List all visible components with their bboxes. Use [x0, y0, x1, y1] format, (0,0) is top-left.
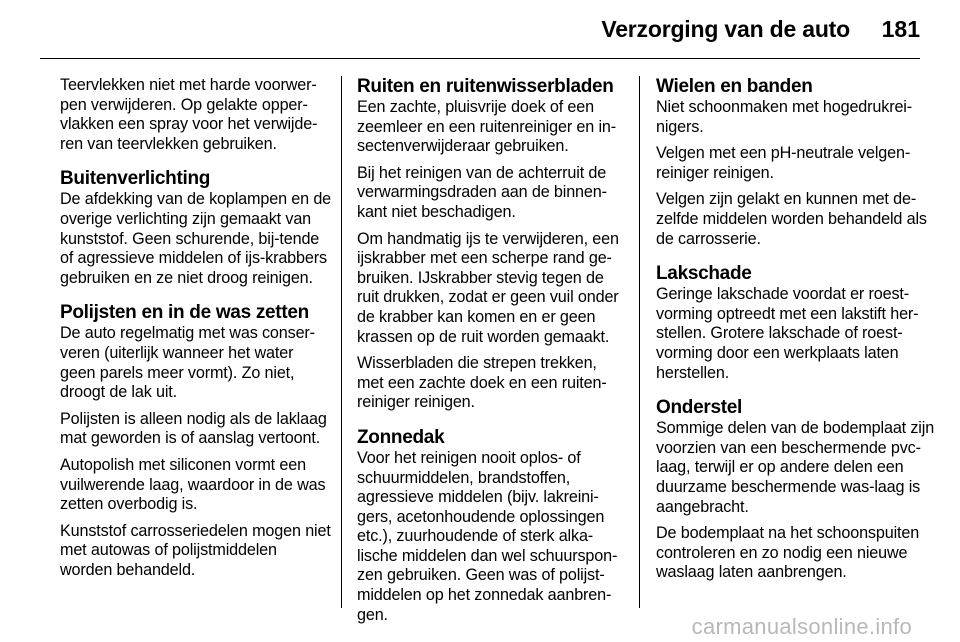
section-polijsten	[60, 302, 332, 580]
paragraph: Wisserbladen die strepen trekken, met een zachte doek en een ruiten-reiniger reinigen.	[357, 354, 607, 412]
section-heading: Lakschade	[656, 263, 752, 285]
watermark: carmanualsonline.info	[691, 614, 912, 639]
section-onderstel	[656, 397, 936, 583]
column-right	[656, 76, 936, 597]
paragraph: Geringe lakschade voordat er roest-vorming optreedt met een lakstift her-stellen. Grotere lakschade of roest-vorming door een werkplaats laten herstellen.	[656, 285, 919, 382]
paragraph: De auto regelmatig met was conser-veren (uiterlijk wanneer het water geen parels meer vormt). Zo niet, droogt de lak uit.	[60, 324, 315, 402]
paragraph: Velgen met een pH-neutrale velgen-reiniger reinigen.	[656, 144, 911, 182]
paragraph: Kunststof carrosseriedelen mogen niet met autowas of polijstmiddelen worden behandeld.	[60, 521, 331, 579]
paragraph: Polijsten is alleen nodig als de laklaag mat geworden is of aanslag vertoont.	[60, 409, 327, 448]
page-header	[0, 0, 960, 60]
section-heading: Zonnedak	[357, 426, 445, 448]
header-divider	[40, 58, 920, 59]
section-heading: Onderstel	[656, 397, 742, 419]
section-heading: Wielen en banden	[656, 76, 813, 97]
column-middle	[357, 76, 627, 639]
paragraph: De afdekking van de koplampen en de overige verlichting zijn gemaakt van kunststof. Geen schurende, bij-tende of agressieve middelen of ijs-krabbers gebruiken en ze niet droog reinigen.	[60, 190, 332, 287]
page-number: 181	[881, 16, 920, 42]
intro-section	[60, 76, 332, 154]
section-lakschade	[656, 263, 936, 383]
paragraph: Niet schoonmaken met hogedrukrei-nigers.	[656, 98, 912, 136]
section-wielen	[656, 76, 936, 249]
intro-paragraph: Teervlekken niet met harde voorwer-pen verwijderen. Op gelakte opper-vlakken een spray voor het verwijde-ren van teervlekken gebruiken.	[60, 76, 318, 153]
paragraph: Voor het reinigen nooit oplos- of schuurmiddelen, brandstoffen, agressieve middelen (bijv. lakreini-gers, acetonhoudende oplossingen etc.), zuurhoudende of sterk alka-lische middelen dan wel schuurspon-zen gebruiken. Geen was of polijst-middelen op het zonnedak aanbren-gen.	[357, 448, 618, 624]
section-heading: Buitenverlichting	[60, 168, 211, 190]
column-divider	[341, 76, 342, 608]
section-buitenverlichting	[60, 168, 332, 288]
page-title: Verzorging van de auto	[601, 16, 850, 42]
paragraph: Bij het reinigen van de achterruit de verwarmingsdraden aan de binnen-kant niet beschadigen.	[357, 163, 607, 221]
paragraph: Autopolish met siliconen vormt een vuilwerende laag, waardoor in de was zetten overbodig is.	[60, 455, 326, 514]
column-left	[60, 76, 332, 594]
section-heading: Polijsten en in de was zetten	[60, 302, 309, 324]
paragraph: Een zachte, pluisvrije doek of een zeemleer en een ruitenreiniger en in-sectenverwijderaar gebruiken.	[357, 98, 616, 156]
section-heading: Ruiten en ruitenwisserbladen	[357, 76, 614, 97]
section-zonnedak	[357, 427, 627, 625]
section-ruiten	[357, 76, 627, 413]
paragraph: Om handmatig ijs te verwijderen, een ijskrabber met een scherpe rand ge-bruiken. IJskrabber stevig tegen de ruit drukken, zodat er geen vuil onder de krabber kan komen en er geen krassen op de ruit worden gemaakt.	[357, 229, 619, 346]
column-divider	[639, 76, 640, 608]
paragraph: Velgen zijn gelakt en kunnen met de-zelfde middelen worden behandeld als de carrosserie.	[656, 190, 927, 248]
paragraph: Sommige delen van de bodemplaat zijn voorzien van een beschermende pvc-laag, terwijl er op andere delen een duurzame beschermende was-laag is aangebracht.	[656, 419, 935, 516]
paragraph: De bodemplaat na het schoonspuiten controleren en zo nodig een nieuwe waslaag laten aanbrengen.	[656, 524, 920, 582]
